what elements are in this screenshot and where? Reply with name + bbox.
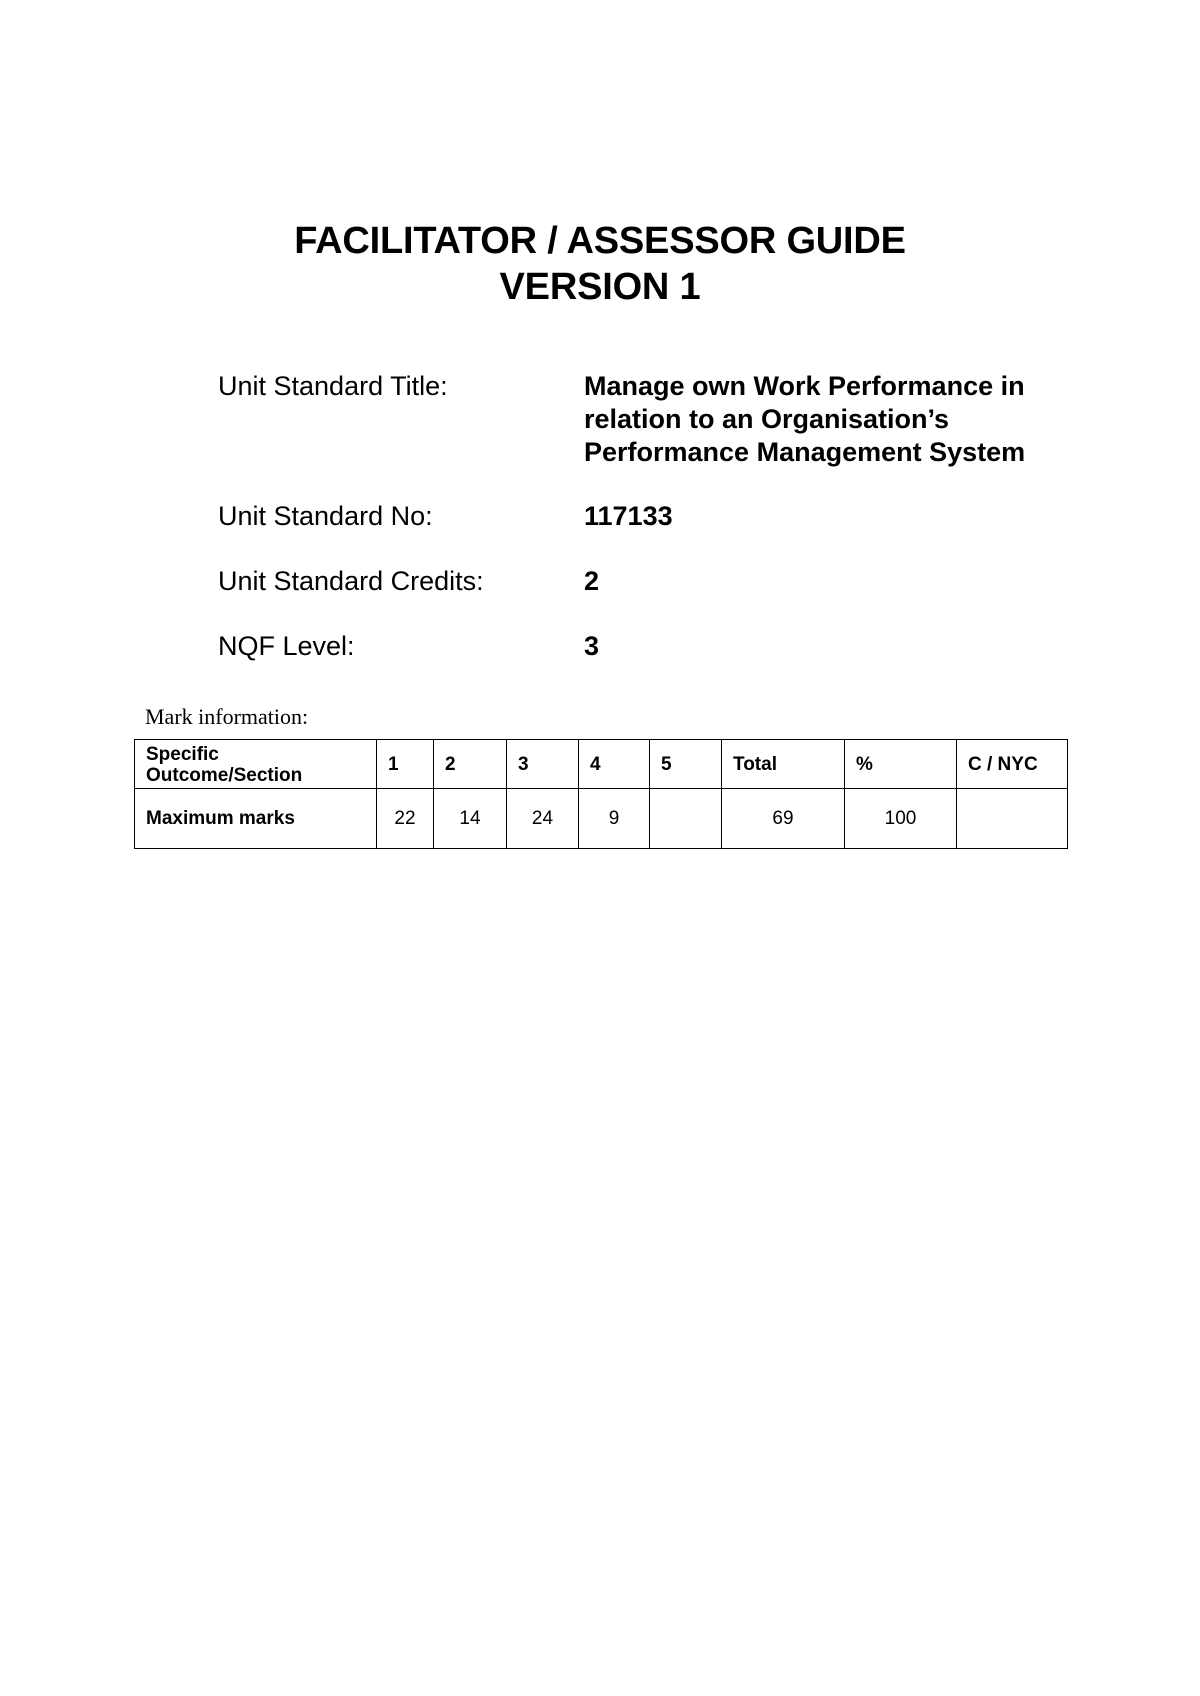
marks-cell-3: 24 [507,789,579,849]
header-first-line-1: Specific [146,744,219,765]
page-title [0,218,1200,310]
title-line-2: VERSION 1 [499,266,701,308]
unit-standard-title-label: Unit Standard Title: [218,371,448,401]
header-cell-specific-outcome [135,740,377,789]
marks-cell-percent: 100 [845,789,957,849]
marks-cell-c-nyc [957,789,1068,849]
marks-cell-4: 9 [579,789,650,849]
marks-table [134,739,1068,849]
unit-standard-no-label: Unit Standard No: [218,501,433,531]
marks-cell-2: 14 [434,789,507,849]
header-cell-total: Total [722,740,845,789]
row-label-maximum-marks: Maximum marks [135,789,377,849]
header-cell-4: 4 [579,740,650,789]
unit-standard-no-value: 117133 [584,501,673,531]
unit-standard-credits-value: 2 [584,566,600,596]
header-first-line-2: Outcome/Section [146,765,303,786]
header-cell-5: 5 [650,740,722,789]
table-header-row [135,740,1068,789]
marks-cell-5 [650,789,722,849]
header-cell-c-nyc: C / NYC [957,740,1068,789]
header-cell-1: 1 [377,740,434,789]
title-line-1: FACILITATOR / ASSESSOR GUIDE [294,220,906,262]
unit-title-line-1: Manage own Work Performance in [584,371,1025,401]
unit-title-line-3: Performance Management System [584,437,1026,467]
table-row [135,789,1068,849]
header-cell-3: 3 [507,740,579,789]
marks-cell-1: 22 [377,789,434,849]
unit-title-line-2: relation to an Organisation’s [584,404,950,434]
mark-information-label: Mark information: [145,704,309,729]
nqf-level-label: NQF Level: [218,631,355,661]
nqf-level-value: 3 [584,631,600,661]
unit-standard-title-value [584,370,1104,469]
unit-standard-credits-label: Unit Standard Credits: [218,566,484,596]
header-cell-2: 2 [434,740,507,789]
marks-cell-total: 69 [722,789,845,849]
header-cell-percent: % [845,740,957,789]
